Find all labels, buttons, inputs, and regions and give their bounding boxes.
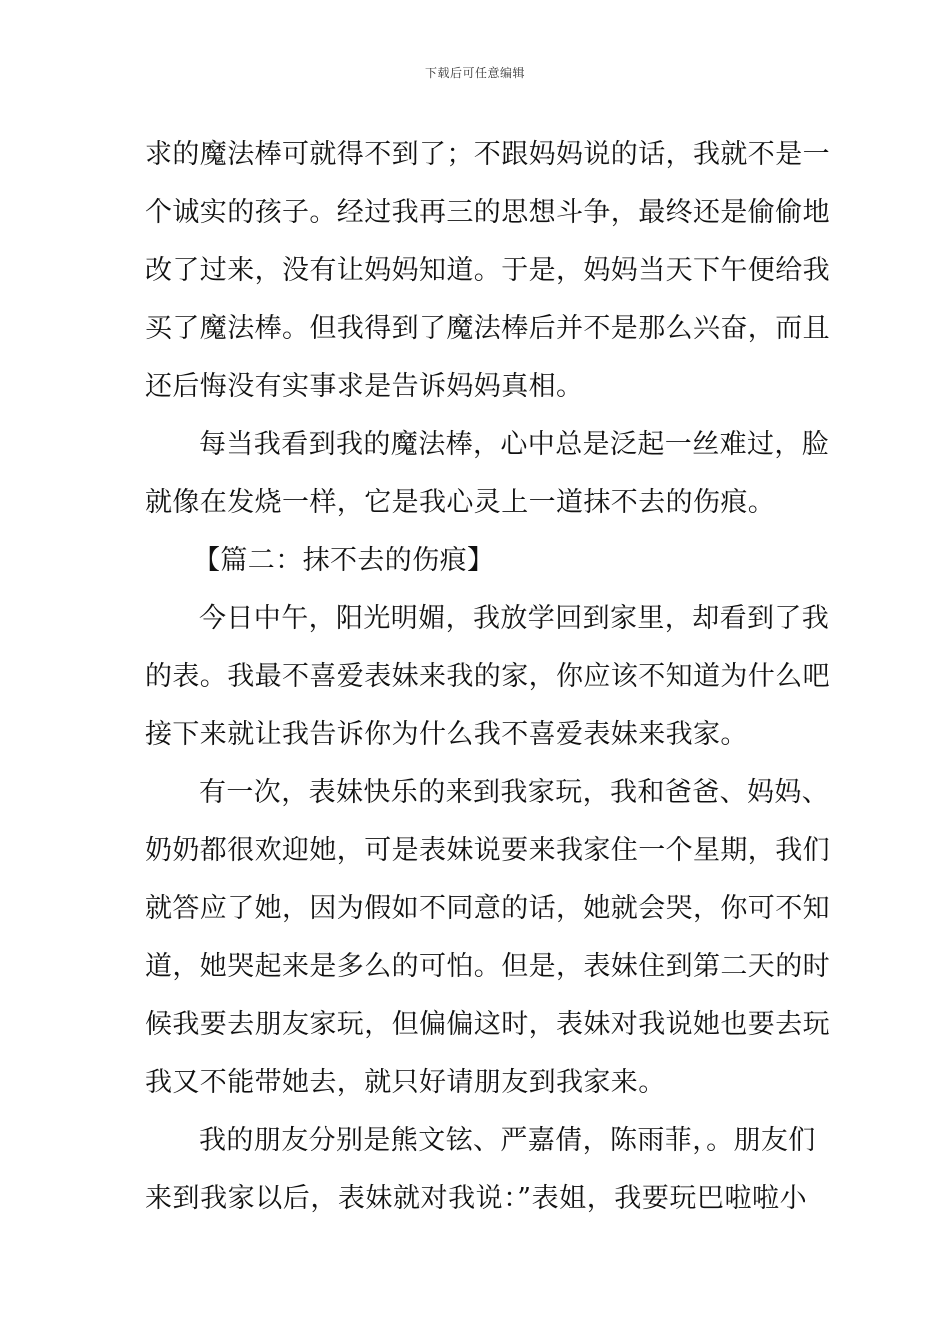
text-line: 还后悔没有实事求是告诉妈妈真相。 xyxy=(145,371,584,402)
paragraph xyxy=(145,1112,816,1228)
document-body xyxy=(145,126,830,1228)
text-line: 道，她哭起来是多么的可怕。但是，表妹住到第二天的时 xyxy=(145,951,830,982)
text-line: 我的朋友分别是熊文铉、严嘉倩，陈雨菲，。朋友们 xyxy=(199,1125,816,1156)
text-line: 每当我看到我的魔法棒，心中总是泛起一丝难过，脸 xyxy=(199,429,830,460)
text-line: 今日中午，阳光明媚，我放学回到家里，却看到了我 xyxy=(199,603,830,634)
text-line: 奶奶都很欢迎她，可是表妹说要来我家住一个星期，我们 xyxy=(145,835,830,866)
text-line: 个诚实的孩子。经过我再三的思想斗争，最终还是偷偷地 xyxy=(145,197,830,228)
text-line: 我又不能带她去，就只好请朋友到我家来。 xyxy=(145,1067,666,1098)
paragraph xyxy=(145,126,830,416)
paragraph xyxy=(145,590,830,764)
text-line: 候我要去朋友家玩，但偏偏这时，表妹对我说她也要去玩 xyxy=(145,1009,830,1040)
text-line: 有一次，表妹快乐的来到我家玩，我和爸爸、妈妈、 xyxy=(199,777,830,808)
section-title: 【篇二：抹不去的伤痕】 xyxy=(193,545,495,576)
paragraph xyxy=(145,764,830,1112)
text-line: 来到我家以后，表妹就对我说：”表姐，我要玩巴啦啦小 xyxy=(145,1183,807,1214)
paragraph xyxy=(145,416,830,532)
text-line: 改了过来，没有让妈妈知道。于是，妈妈当天下午便给我 xyxy=(145,255,830,286)
page-header: 下载后可任意编辑 xyxy=(424,66,525,80)
text-line: 求的魔法棒可就得不到了；不跟妈妈说的话，我就不是一 xyxy=(145,139,830,170)
text-line: 就答应了她，因为假如不同意的话，她就会哭，你可不知 xyxy=(145,893,830,924)
text-line: 就像在发烧一样，它是我心灵上一道抹不去的伤痕。 xyxy=(145,487,776,518)
section-heading xyxy=(145,532,807,590)
text-line: 买了魔法棒。但我得到了魔法棒后并不是那么兴奋，而且 xyxy=(145,313,830,344)
text-line: 接下来就让我告诉你为什么我不喜爱表妹来我家。 xyxy=(145,719,748,750)
text-line: 的表。我最不喜爱表妹来我的家，你应该不知道为什么吧 xyxy=(145,661,830,692)
